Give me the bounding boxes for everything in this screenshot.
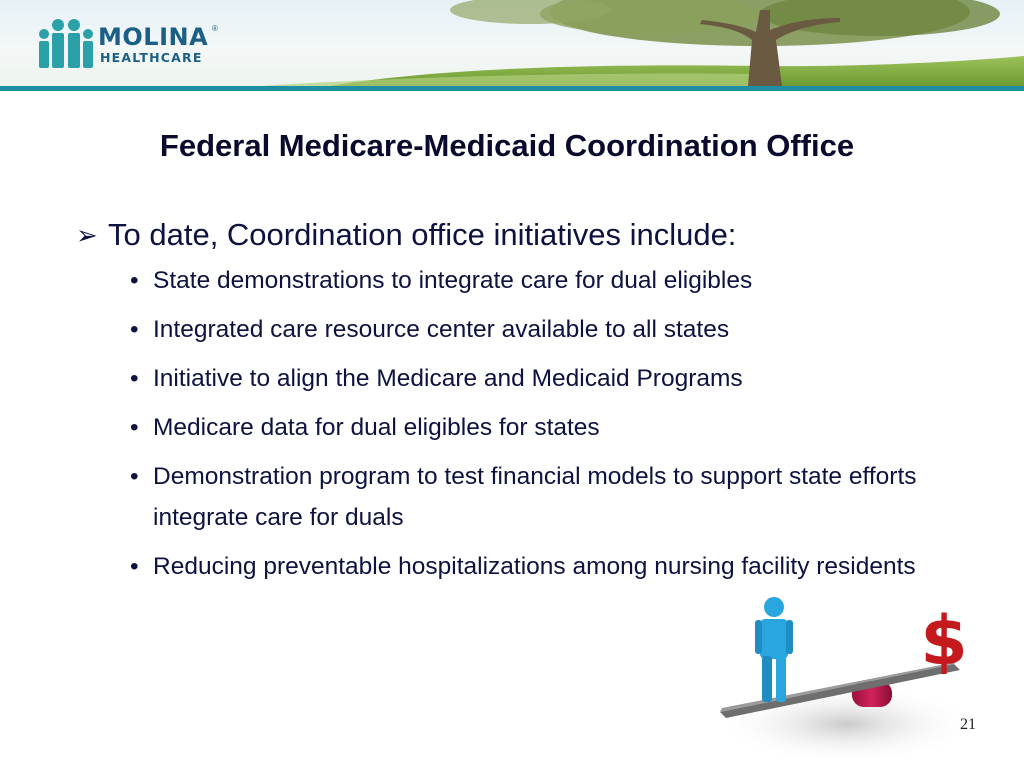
logo-name-top: MOLINA — [98, 23, 209, 51]
list-item — [130, 456, 956, 538]
list-item — [130, 309, 956, 350]
intro-text: To date, Coordination office initiatives include: — [108, 217, 737, 252]
list-item — [130, 407, 956, 448]
bullet-list — [76, 214, 956, 587]
list-item-text: Reducing preventable hospitalizations among nursing facility residents — [153, 553, 916, 580]
header-banner — [0, 0, 1024, 86]
bullet-dot: • — [130, 267, 139, 294]
logo-name-bottom: HEALTHCARE — [100, 50, 203, 65]
list-item-text: Integrated care resource center available to all states — [153, 316, 730, 343]
list-item-text: Demonstration program to test financial models to support state efforts integrate care for duals — [153, 463, 917, 531]
arrow-right-icon: ➢ — [76, 220, 98, 250]
list-item — [130, 260, 956, 301]
list-item — [130, 358, 956, 399]
list-item-text: Medicare data for dual eligibles for states — [153, 414, 600, 441]
list-item — [130, 546, 956, 587]
logo-registered-mark: ® — [212, 24, 218, 33]
bullet-dot: • — [130, 414, 139, 441]
svg-text:$: $ — [920, 602, 968, 681]
bullet-dot: • — [130, 553, 139, 580]
list-item-text: Initiative to align the Medicare and Medicaid Programs — [153, 365, 743, 392]
list-item-text: State demonstrations to integrate care for dual eligibles — [153, 267, 753, 294]
header-divider — [0, 86, 1024, 91]
family-figures-icon — [36, 16, 96, 70]
molina-logo — [36, 16, 226, 70]
seesaw-illustration — [716, 590, 976, 766]
slide-title: Federal Medicare-Medicaid Coordination Office — [159, 128, 855, 163]
person-figure-icon — [755, 597, 793, 702]
dollar-sign-icon — [920, 602, 967, 681]
intro-bullet — [76, 214, 956, 256]
bullet-dot: • — [130, 463, 139, 490]
page-number: 21 — [960, 716, 976, 733]
bullet-dot: • — [130, 365, 139, 392]
bullet-dot: • — [130, 316, 139, 343]
